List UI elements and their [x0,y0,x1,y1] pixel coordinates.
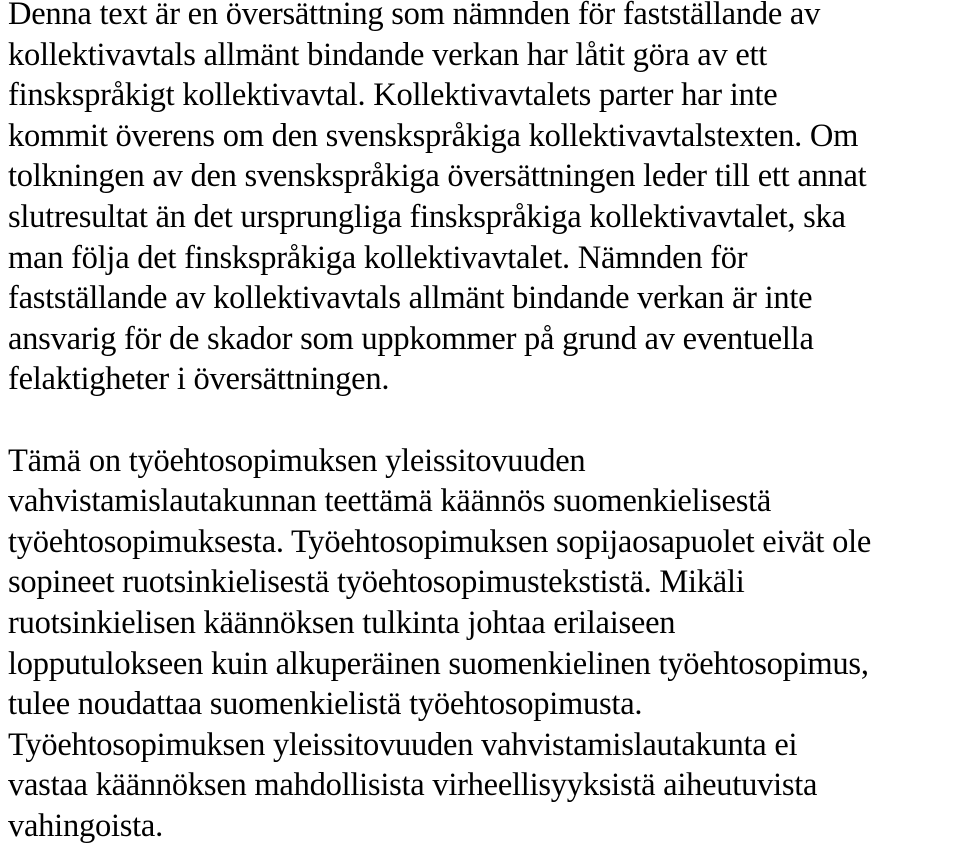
document-page [8,0,956,846]
text-line: tolkningen av den svenskspråkiga översättningen leder till ett annat [8,158,867,195]
text-line: Denna text är en översättning som nämnden för fastställande av [8,0,821,32]
text-line: vahingoista. [8,807,163,844]
text-line: slutresultat än det ursprungliga finskspråkiga kollektivavtalet, ska [8,198,846,235]
swedish-disclaimer-paragraph [8,0,956,400]
text-line: sopineet ruotsinkielisestä työehtosopimustekstistä. Mikäli [8,564,745,601]
text-line: lopputulokseen kuin alkuperäinen suomenkielinen työehtosopimus, [8,645,869,682]
text-line: kommit överens om den svenskspråkiga kollektivavtalstexten. Om [8,117,859,154]
text-line: kollektivavtals allmänt bindande verkan har låtit göra av ett [8,36,768,73]
text-line: felaktigheter i översättningen. [8,361,390,398]
text-line: fastställande av kollektivavtals allmänt bindande verkan är inte [8,280,813,317]
text-line: vahvistamislautakunnan teettämä käännös suomenkielisestä [8,483,772,520]
text-line: ruotsinkielisen käännöksen tulkinta johtaa erilaiseen [8,604,676,641]
text-line: vastaa käännöksen mahdollisista virheellisyyksistä aiheutuvista [8,767,818,804]
text-line: tulee noudattaa suomenkielistä työehtosopimusta. [8,686,643,723]
text-line: Työehtosopimuksen yleissitovuuden vahvistamislautakunta ei [8,726,798,763]
text-line: työehtosopimuksesta. Työehtosopimuksen sopijaosapuolet eivät ole [8,523,872,560]
text-line: man följa det finskspråkiga kollektivavtalet. Nämnden för [8,239,748,276]
paragraph-gap [8,400,956,441]
text-line: finskspråkigt kollektivavtal. Kollektivavtalets parter har inte [8,77,778,114]
finnish-disclaimer-paragraph [8,441,956,846]
text-line: ansvarig för de skador som uppkommer på grund av eventuella [8,320,814,357]
text-line: Tämä on työehtosopimuksen yleissitovuuden [8,442,586,479]
